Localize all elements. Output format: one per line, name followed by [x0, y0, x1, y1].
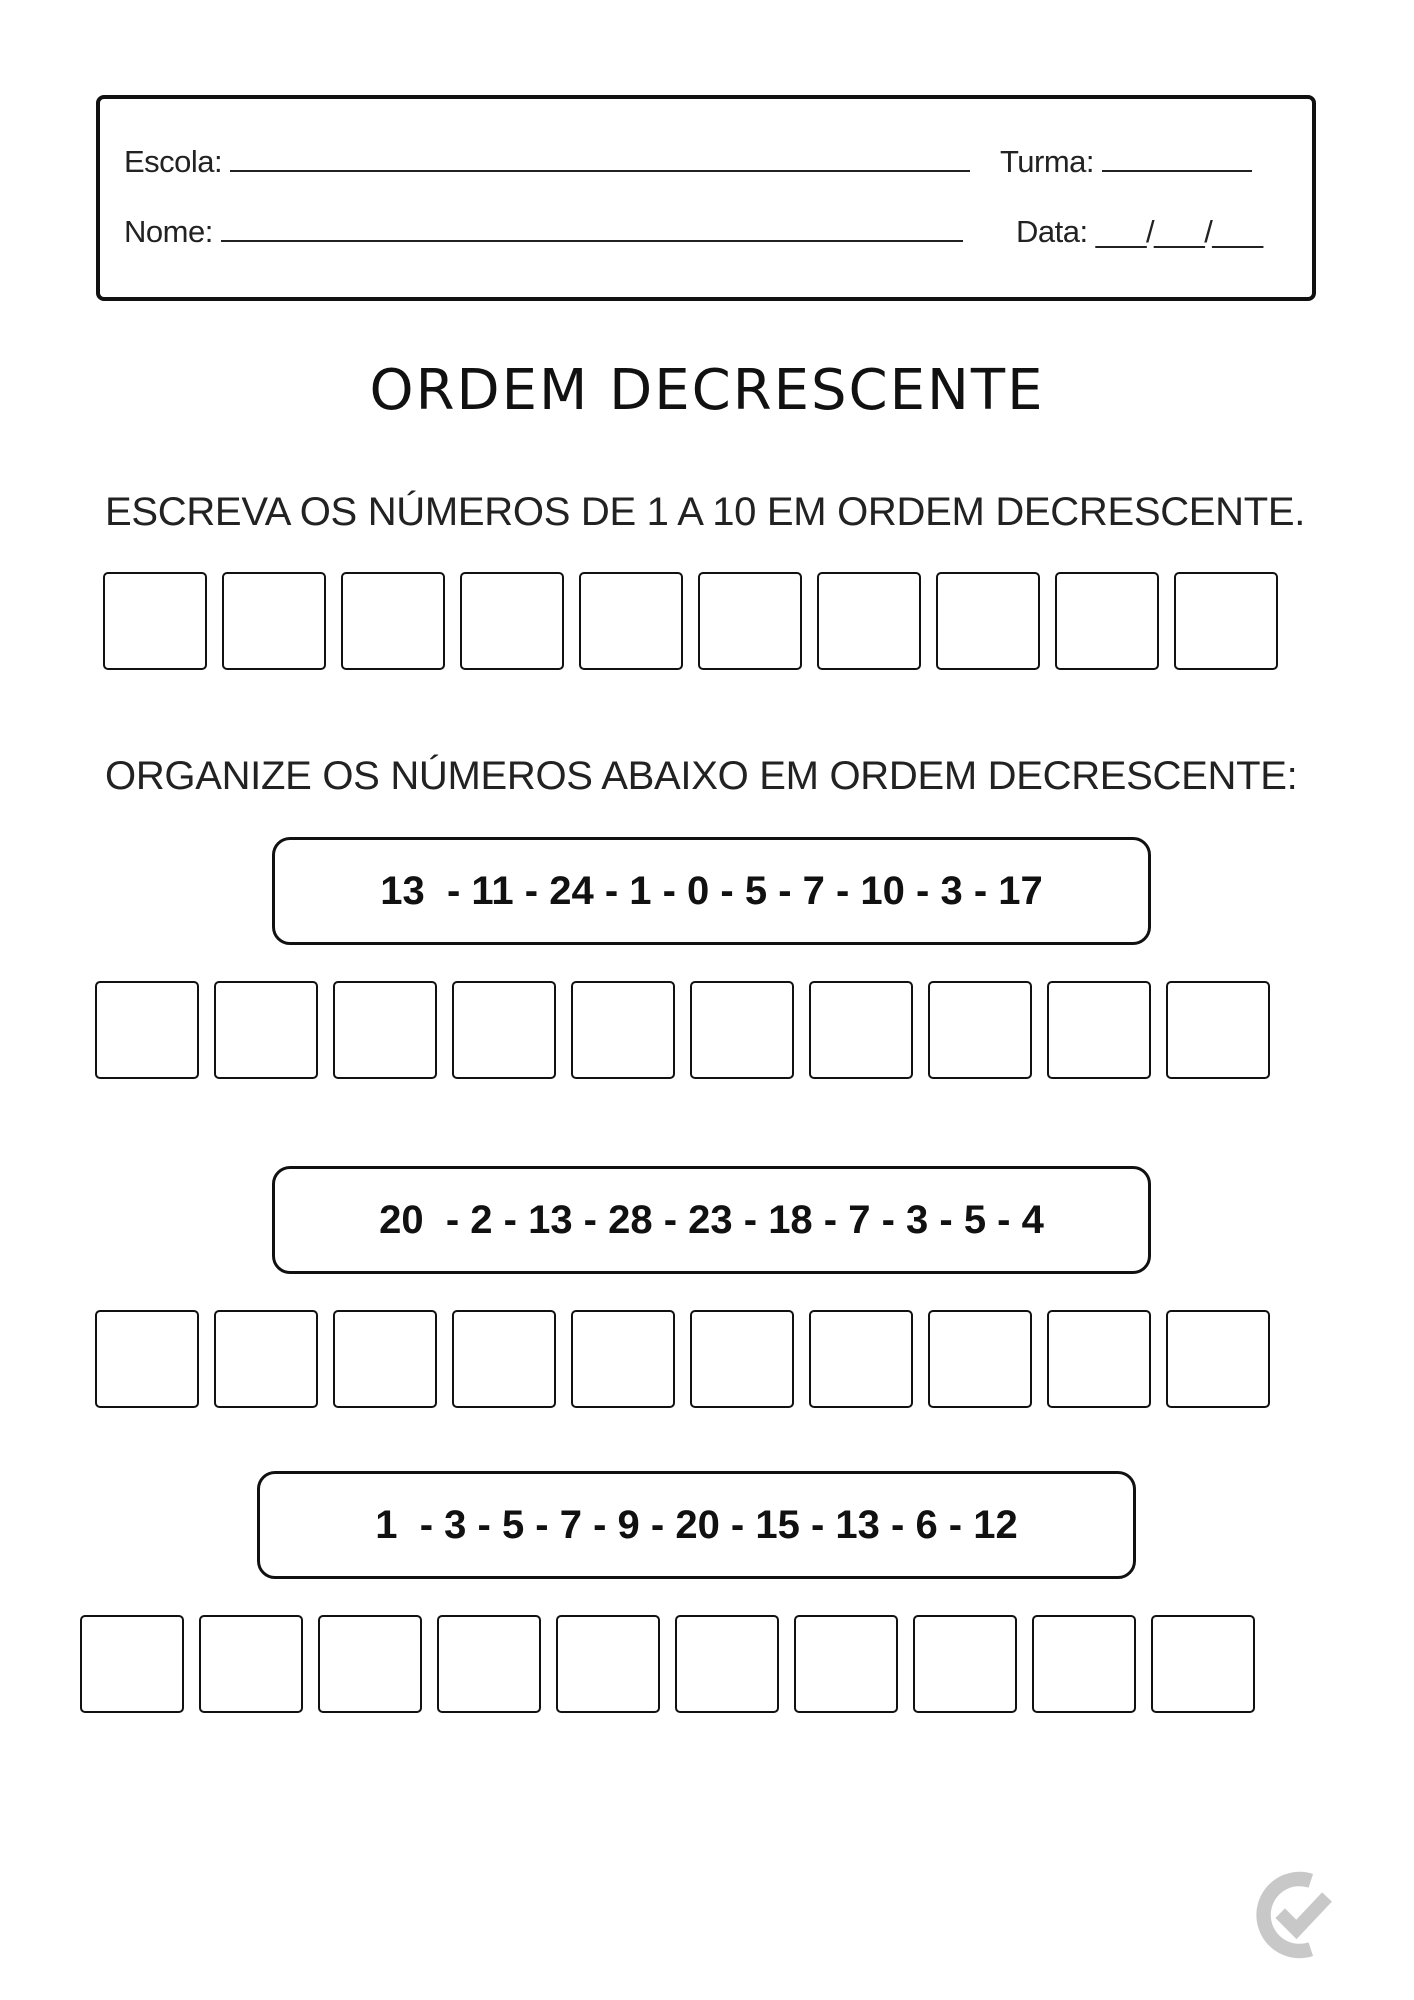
answer-box[interactable] [794, 1615, 898, 1713]
check-c-logo-icon [1255, 1870, 1345, 1960]
answer-box[interactable] [579, 572, 683, 670]
answer-row-4 [80, 1615, 1255, 1713]
answer-box[interactable] [1166, 981, 1270, 1079]
turma-label: Turma: [1000, 144, 1095, 179]
answer-box[interactable] [1032, 1615, 1136, 1713]
answer-box[interactable] [452, 981, 556, 1079]
answer-box[interactable] [556, 1615, 660, 1713]
answer-row-2 [95, 981, 1270, 1079]
instruction-2: ORGANIZE OS NÚMEROS ABAIXO EM ORDEM DECRESCENTE: [105, 754, 1298, 798]
nome-label: Nome: [124, 214, 213, 249]
answer-box[interactable] [928, 1310, 1032, 1408]
data-label: Data: [1016, 214, 1088, 249]
instruction-1: ESCREVA OS NÚMEROS DE 1 A 10 EM ORDEM DECRESCENTE. [105, 490, 1306, 534]
answer-box[interactable] [817, 572, 921, 670]
answer-box[interactable] [95, 1310, 199, 1408]
number-sequence-2: 20 - 2 - 13 - 28 - 23 - 18 - 7 - 3 - 5 - 4 [272, 1166, 1151, 1274]
data-blank: ___/___/___ [1095, 214, 1263, 249]
answer-box[interactable] [214, 981, 318, 1079]
answer-box[interactable] [913, 1615, 1017, 1713]
answer-box[interactable] [95, 981, 199, 1079]
answer-box[interactable] [1166, 1310, 1270, 1408]
escola-label: Escola: [124, 144, 223, 179]
answer-box[interactable] [809, 981, 913, 1079]
answer-box[interactable] [928, 981, 1032, 1079]
answer-box[interactable] [809, 1310, 913, 1408]
answer-box[interactable] [571, 1310, 675, 1408]
answer-box[interactable] [936, 572, 1040, 670]
answer-box[interactable] [80, 1615, 184, 1713]
data-field[interactable] [1016, 214, 1263, 250]
answer-box[interactable] [1047, 1310, 1151, 1408]
answer-box[interactable] [1174, 572, 1278, 670]
answer-box[interactable] [452, 1310, 556, 1408]
answer-row-1 [103, 572, 1278, 670]
answer-box[interactable] [199, 1615, 303, 1713]
answer-box[interactable] [222, 572, 326, 670]
student-info-box [96, 95, 1316, 301]
answer-box[interactable] [1047, 981, 1151, 1079]
turma-field[interactable] [1000, 144, 1252, 180]
answer-box[interactable] [341, 572, 445, 670]
answer-box[interactable] [103, 572, 207, 670]
answer-box[interactable] [1151, 1615, 1255, 1713]
answer-box[interactable] [698, 572, 802, 670]
number-sequence-1: 13 - 11 - 24 - 1 - 0 - 5 - 7 - 10 - 3 - 17 [272, 837, 1151, 945]
number-sequence-3: 1 - 3 - 5 - 7 - 9 - 20 - 15 - 13 - 6 - 12 [257, 1471, 1136, 1579]
answer-box[interactable] [437, 1615, 541, 1713]
answer-box[interactable] [571, 981, 675, 1079]
answer-box[interactable] [214, 1310, 318, 1408]
answer-box[interactable] [318, 1615, 422, 1713]
answer-box[interactable] [333, 1310, 437, 1408]
escola-field[interactable] [124, 144, 970, 180]
answer-box[interactable] [690, 981, 794, 1079]
page-title: ORDEM DECRESCENTE [369, 358, 1045, 423]
answer-box[interactable] [1055, 572, 1159, 670]
answer-row-3 [95, 1310, 1270, 1408]
answer-box[interactable] [675, 1615, 779, 1713]
answer-box[interactable] [690, 1310, 794, 1408]
nome-field[interactable] [124, 214, 963, 250]
answer-box[interactable] [460, 572, 564, 670]
answer-box[interactable] [333, 981, 437, 1079]
